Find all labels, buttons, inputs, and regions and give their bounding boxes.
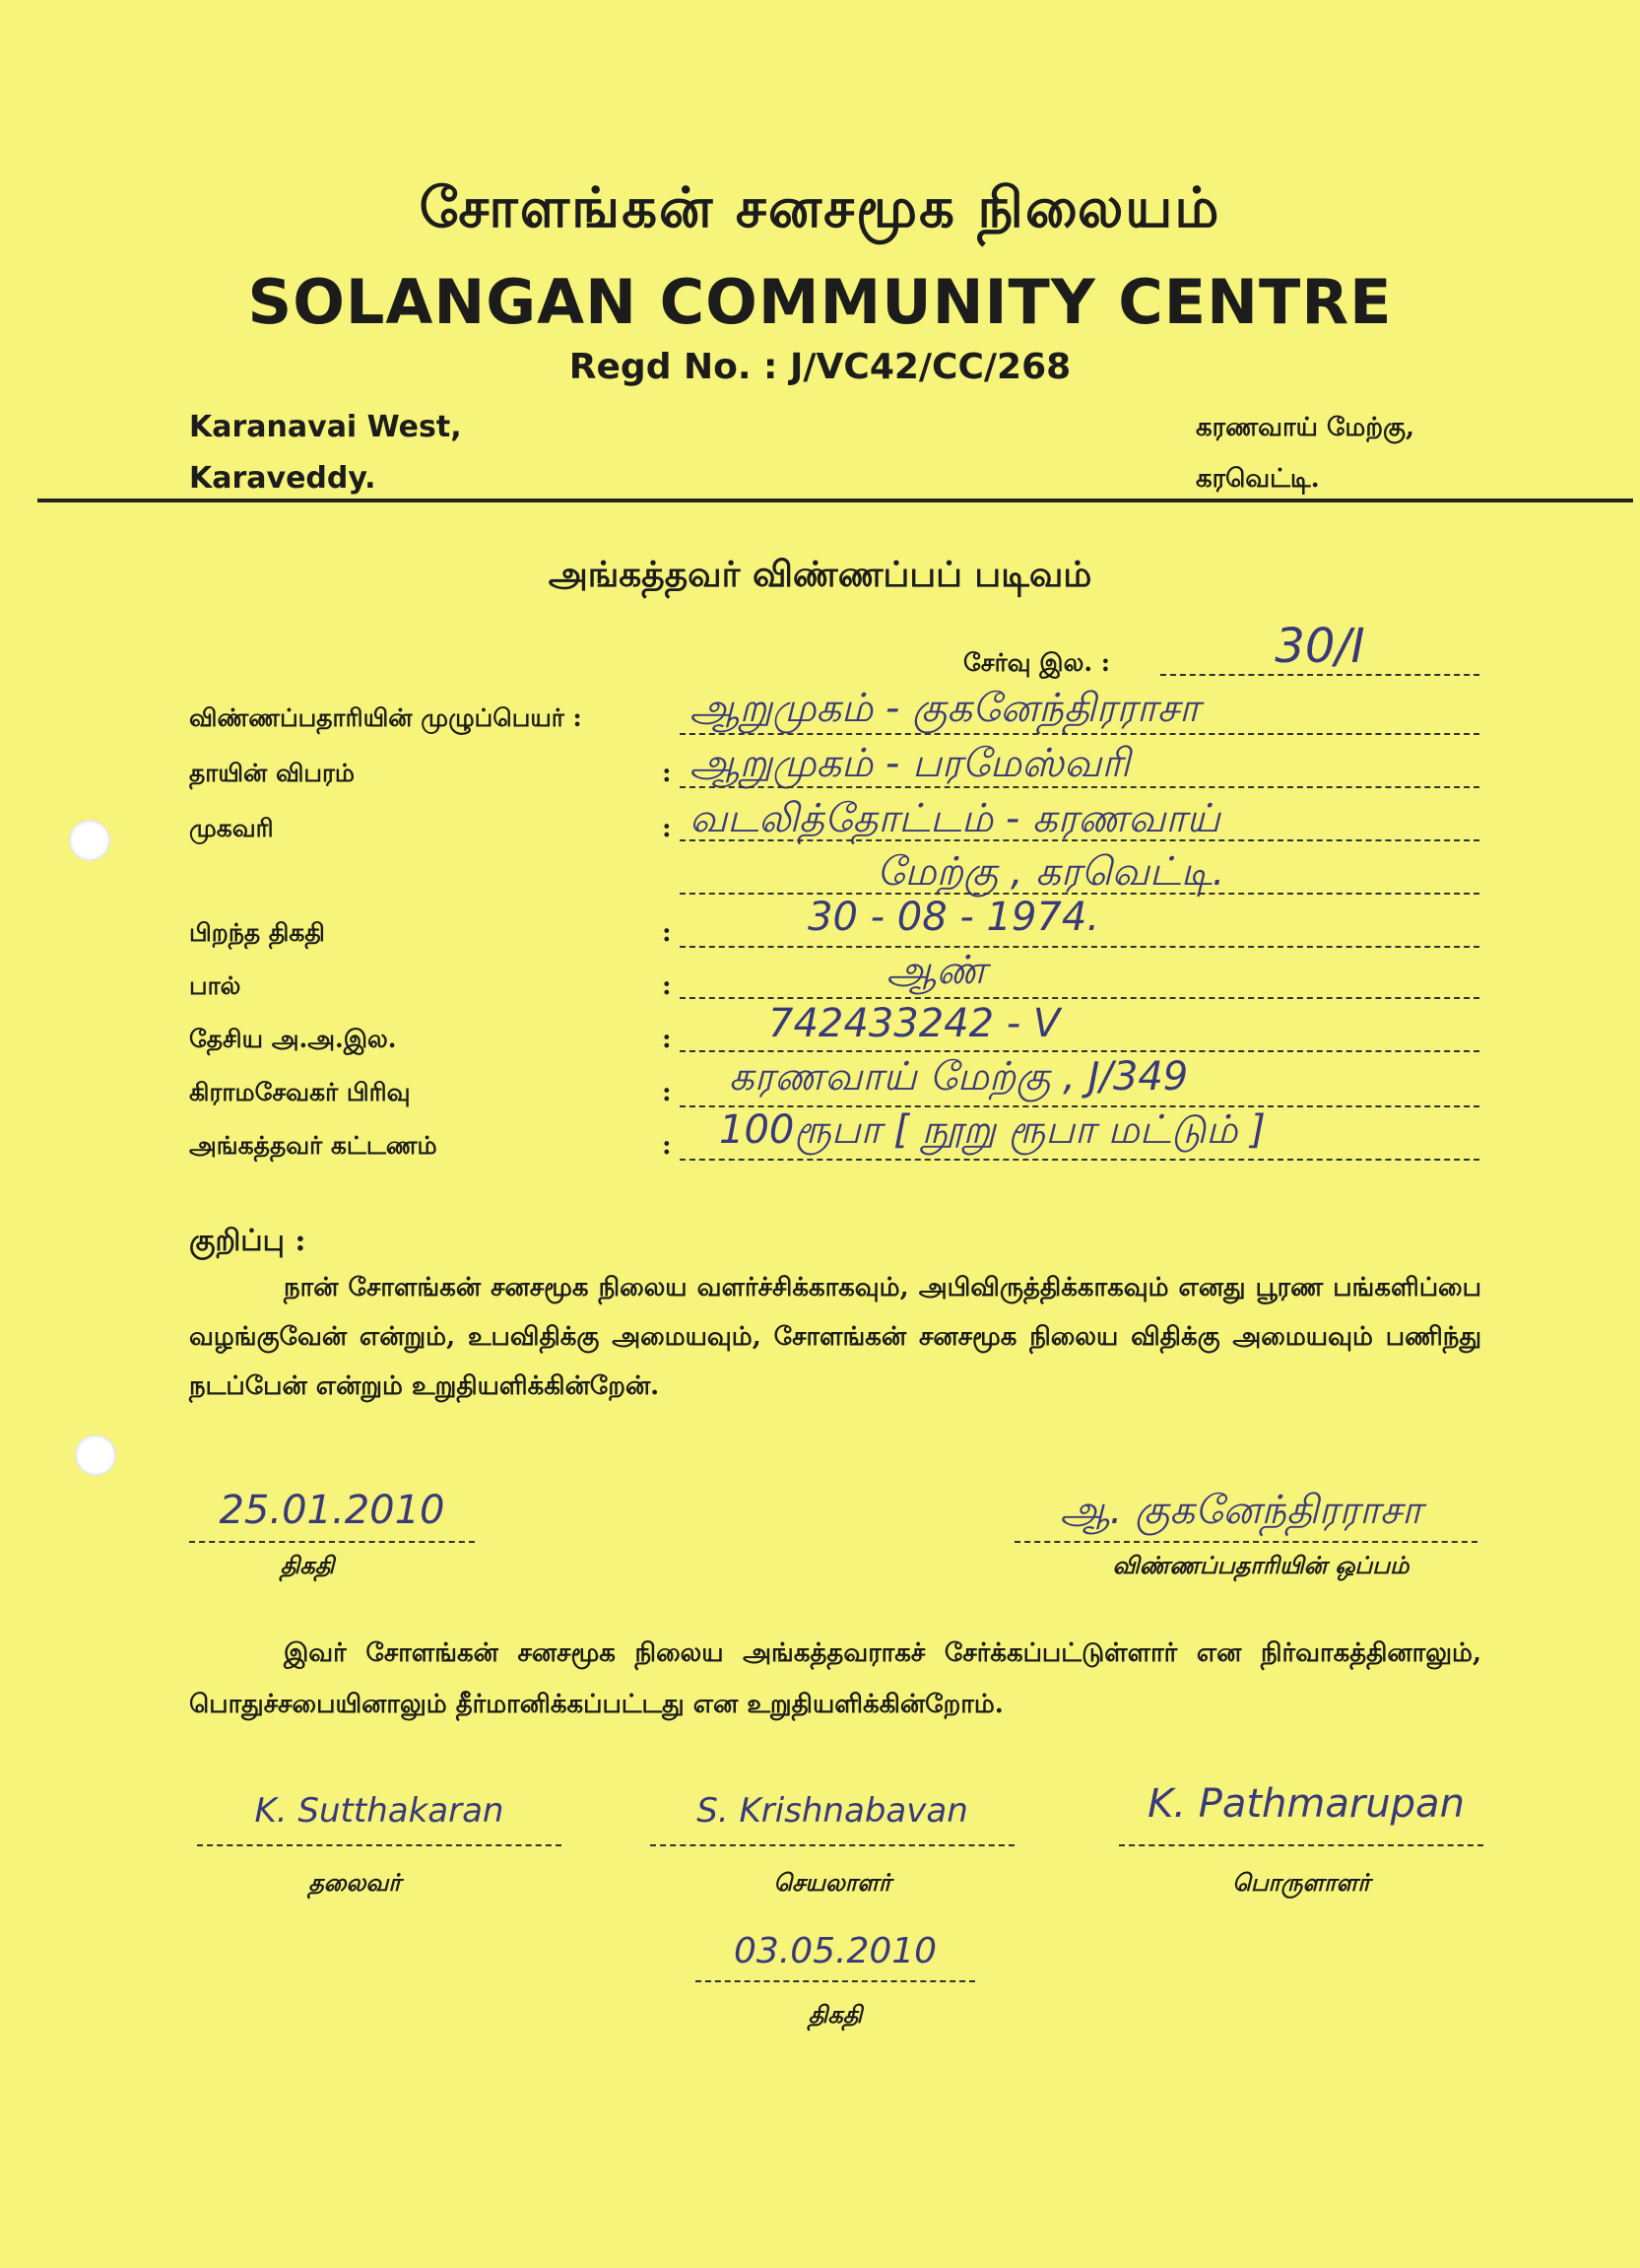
field-label-full-name: விண்ணப்பதாரியின் முழுப்பெயர் : <box>189 703 582 732</box>
field-colon: : <box>662 918 672 948</box>
president-signature[interactable]: K. Sutthakaran <box>254 1791 504 1831</box>
title-english: SOLANGAN COMMUNITY CENTRE <box>247 266 1393 338</box>
address-english <box>189 402 462 504</box>
committee-confirmation: இவர் சோளங்கன் சனசமூக நிலைய அங்கத்தவராகச் சேர்க்கப்பட்டுள்ளார் என நிர்வாகத்தினாலும், பொதுச்சபையினாலும் தீர்மானிக்கப்பட்டது என உறுதியளிக்கின்றோம். <box>189 1638 1481 1719</box>
applicant-date-line <box>189 1539 475 1543</box>
field-line-full-name <box>680 731 1479 735</box>
president-caption: தலைவர் <box>308 1868 401 1897</box>
address-tamil-line2: கரவெட்டி. <box>1196 464 1320 494</box>
field-line-mother <box>680 784 1479 788</box>
field-colon: : <box>662 971 672 1001</box>
field-line-fee <box>680 1157 1479 1161</box>
treasurer-signature[interactable]: K. Pathmarupan <box>1148 1781 1465 1827</box>
field-colon: : <box>662 759 672 788</box>
header-divider <box>37 499 1633 502</box>
field-label-gn-division: கிராமசேவகர் பிரிவு <box>189 1078 411 1106</box>
treasurer-signature-line <box>1119 1842 1483 1846</box>
field-value-mother[interactable]: ஆறுமுகம் - பரமேஸ்வரி <box>689 741 1131 786</box>
field-value-address-line1[interactable]: வடலித்தோட்டம் - கரணவாய் <box>689 796 1220 841</box>
field-value-fee[interactable]: 100ரூபா [ நூறு ரூபா மட்டும் ] <box>719 1107 1266 1153</box>
field-label-nic: தேசிய அ.அ.இல. <box>189 1025 397 1053</box>
field-value-address-line2[interactable]: மேற்கு , கரவெட்டி. <box>877 849 1225 895</box>
note-heading: குறிப்பு : <box>189 1224 306 1258</box>
field-line-nic <box>680 1048 1479 1052</box>
field-value-gn-division[interactable]: கரணவாய் மேற்கு , J/349 <box>729 1054 1189 1100</box>
field-colon: : <box>662 814 672 843</box>
secretary-caption: செயலாளர் <box>773 1868 891 1897</box>
field-line-gender <box>680 995 1479 999</box>
serial-label: சேர்வு இல. : <box>963 648 1110 677</box>
applicant-signature-caption: விண்ணப்பதாரியின் ஒப்பம் <box>1112 1551 1410 1579</box>
field-value-dob[interactable]: 30 - 08 - 1974. <box>808 895 1100 940</box>
committee-date-caption: திகதி <box>808 2000 863 2029</box>
field-label-address: முகவரி <box>189 814 274 842</box>
field-label-gender: பால் <box>189 971 241 1000</box>
applicant-signature[interactable]: ஆ. குகனேந்திரராசா <box>1060 1488 1422 1533</box>
president-signature-line <box>197 1842 561 1846</box>
address-tamil <box>1196 402 1414 504</box>
field-colon: : <box>662 1078 672 1107</box>
treasurer-caption: பொருளாளர் <box>1232 1868 1370 1897</box>
committee-date-value[interactable]: 03.05.2010 <box>733 1931 938 1971</box>
field-label-mother: தாயின் விபரம் <box>189 759 356 787</box>
field-value-nic[interactable]: 742433242 - V <box>768 1001 1061 1046</box>
secretary-signature[interactable]: S. Krishnabavan <box>696 1791 968 1831</box>
serial-value[interactable]: 30/I <box>1275 619 1365 674</box>
title-tamil: சோளங்கன் சனசமூக நிலையம் <box>419 175 1221 240</box>
address-tamil-line1: கரணவாய் மேற்கு, <box>1196 413 1415 442</box>
note-body: நான் சோளங்கன் சனசமூக நிலைய வளர்ச்சிக்காகவும், அபிவிருத்திக்காகவும் எனது பூரண பங்களிப்பை வழங்குவேன் என்றும், உபவிதிக்கு அமையவும், சோளங்கன் சனசமூக நிலைய விதிக்கு அமையவும் பணிந்து நடப்பேன் என்றும் உறுதியளிக்கின்றேன். <box>189 1273 1481 1401</box>
punch-hole-top <box>69 820 110 861</box>
registration-number: Regd No. : J/VC42/CC/268 <box>568 347 1072 387</box>
field-line-address-line1 <box>680 837 1479 841</box>
punch-hole-bottom <box>75 1434 116 1476</box>
field-colon: : <box>662 1131 672 1161</box>
field-colon: : <box>662 1025 672 1054</box>
address-english-line1: Karanavai West, <box>189 410 462 444</box>
address-english-line2: Karaveddy. <box>189 461 376 496</box>
field-label-fee: அங்கத்தவர் கட்டணம் <box>189 1131 437 1160</box>
secretary-signature-line <box>650 1842 1015 1846</box>
applicant-signature-line <box>1015 1539 1477 1543</box>
serial-underline <box>1160 672 1479 676</box>
form-title: அங்கத்தவர் விண்ணப்பப் படிவம் <box>548 554 1092 595</box>
field-value-gender[interactable]: ஆண் <box>886 948 987 993</box>
applicant-date-value[interactable]: 25.01.2010 <box>219 1488 445 1533</box>
committee-date-line <box>695 1978 975 1982</box>
field-value-full-name[interactable]: ஆறுமுகம் - குகனேந்திரராசா <box>689 686 1200 731</box>
applicant-date-caption: திகதி <box>280 1551 335 1579</box>
field-label-dob: பிறந்த திகதி <box>189 918 325 947</box>
